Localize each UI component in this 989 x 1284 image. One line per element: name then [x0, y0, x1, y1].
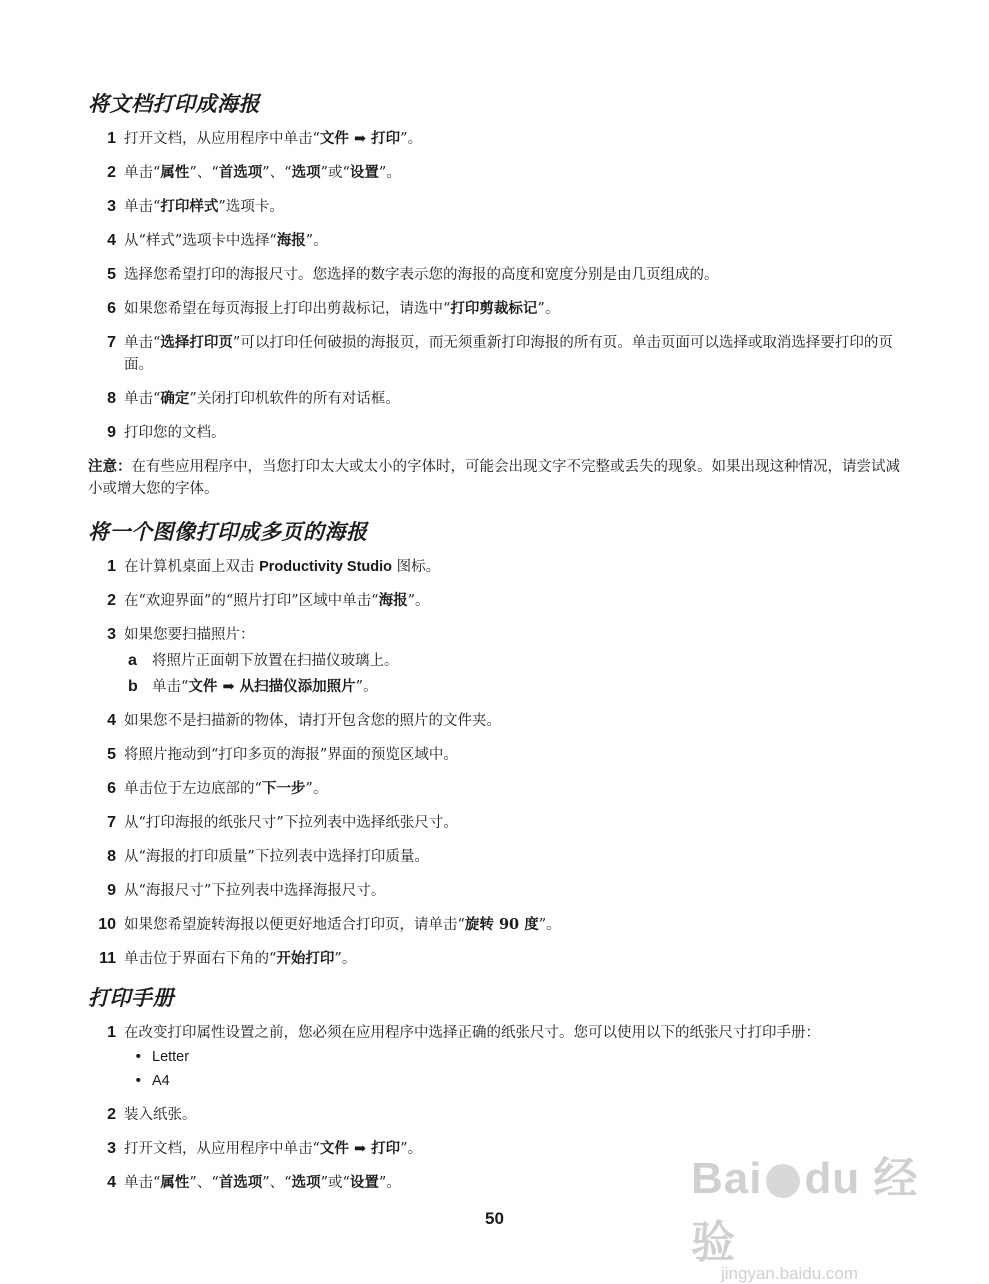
- step-item: 1 打开文档，从应用程序中单击“文件 ➡ 打印”。: [107, 130, 423, 147]
- note-paragraph: [88, 456, 908, 500]
- bullet-item: • Letter: [134, 1049, 190, 1065]
- step-list: [88, 556, 908, 970]
- bullet-item: • A4: [134, 1073, 170, 1089]
- step-item: 2 装入纸张。: [107, 1106, 197, 1123]
- section-print-image-multipage-poster: [88, 516, 908, 970]
- step-item: 3 打开文档，从应用程序中单击“文件 ➡ 打印”。: [107, 1140, 423, 1157]
- step-item: 9 打印您的文档。: [107, 424, 226, 441]
- step-item: 8 从“海报的打印质量”下拉列表中选择打印质量。: [107, 848, 429, 865]
- step-item: 4 如果您不是扫描新的物体，请打开包含您的照片的文件夹。: [107, 712, 501, 729]
- watermark-url: jingyan.baidu.com: [721, 1264, 859, 1283]
- step-item: 5 将照片拖动到“打印多页的海报”界面的预览区域中。: [107, 746, 458, 763]
- section-print-document-poster: [88, 88, 908, 500]
- baidu-jingyan-watermark: Bai du 经验 jingyan.baidu.com: [691, 1142, 931, 1242]
- step-list: [88, 128, 908, 444]
- step-item: 5 选择您希望打印的海报尺寸。您选择的数字表示您的海报的高度和宽度分别是由几页组成的。: [107, 266, 719, 283]
- step-item: 1 在改变打印属性设置之前，您必须在应用程序中选择正确的纸张尺寸。您可以使用以下的纸张尺寸打印手册： • Letter • A4: [88, 1022, 908, 1092]
- paw-icon: [766, 1164, 800, 1198]
- step-item: 4 单击“属性”、“首选项”、“选项”或“设置”。: [107, 1174, 401, 1191]
- step-item: 6 单击位于左边底部的“下一步”。: [107, 780, 328, 797]
- step-item: 3 如果您要扫描照片： a 将照片正面朝下放置在扫描仪玻璃上。 b 单击“文件 ➡ 从扫描仪添加照片”。: [88, 624, 908, 698]
- section-title: 将一个图像打印成多页的海报: [88, 520, 368, 544]
- step-item: 10 如果您希望旋转海报以便更好地适合打印页，请单击“旋转 90 度”。: [98, 916, 561, 933]
- step-item: 6 如果您希望在每页海报上打印出剪裁标记，请选中“打印剪裁标记”。: [107, 300, 560, 317]
- sub-step: b 单击“文件 ➡ 从扫描仪添加照片”。: [128, 678, 378, 695]
- section-title: 将文档打印成海报: [88, 92, 260, 116]
- step-item: 2 在“欢迎界面”的“照片打印”区域中单击“海报”。: [107, 592, 430, 609]
- step-item: 7 单击“选择打印页”可以打印任何破损的海报页，而无须重新打印海报的所有页。单击页面可以选择或取消选择要打印的页面。: [107, 334, 893, 373]
- step-item: 4 从“样式”选项卡中选择“海报”。: [107, 232, 328, 249]
- step-item: 9 从“海报尺寸”下拉列表中选择海报尺寸。: [107, 882, 386, 899]
- step-item: 3 单击“打印样式”选项卡。: [107, 198, 284, 215]
- step-item: 2 单击“属性”、“首选项”、“选项”或“设置”。: [107, 164, 401, 181]
- page-number: 50: [485, 1209, 504, 1228]
- section-title: 打印手册: [88, 986, 174, 1010]
- step-item: 8 单击“确定”关闭打印机软件的所有对话框。: [107, 390, 400, 407]
- sub-step: a 将照片正面朝下放置在扫描仪玻璃上。: [128, 652, 399, 669]
- note-label: 注意：: [88, 458, 132, 475]
- page-content: [88, 88, 908, 1206]
- step-item: 1 在计算机桌面上双击 Productivity Studio 图标。: [107, 558, 441, 575]
- note-text: 在有些应用程序中，当您打印太大或太小的字体时，可能会出现文字不完整或丢失的现象。如果出现这种情况，请尝试减小或增大您的字体。: [88, 459, 900, 497]
- step-item: 7 从“打印海报的纸张尺寸”下拉列表中选择纸张尺寸。: [107, 814, 458, 831]
- step-item: 11 单击位于界面右下角的“开始打印”。: [99, 950, 357, 967]
